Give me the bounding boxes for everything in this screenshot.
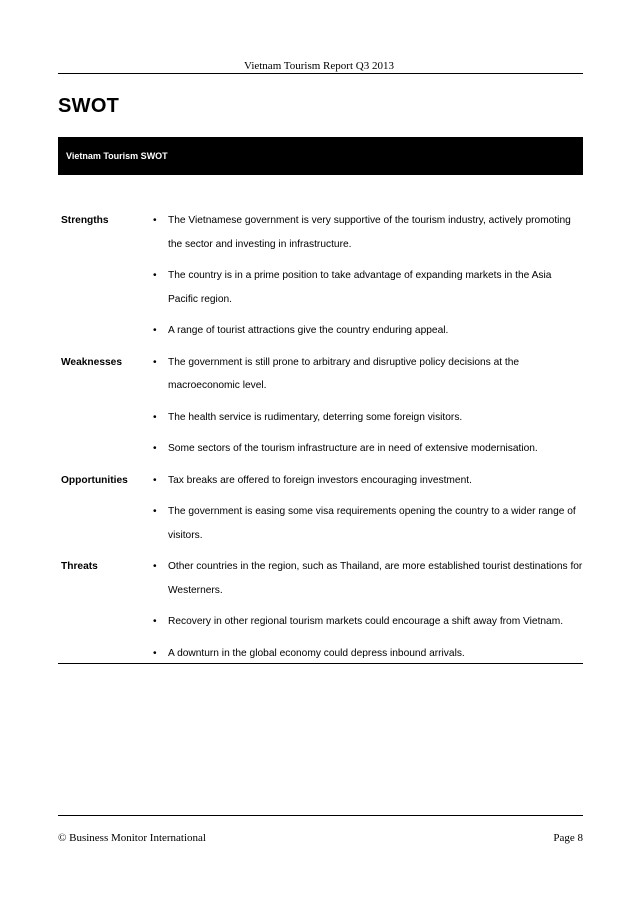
table-bottom-rule (58, 663, 583, 664)
footer-rule (58, 815, 583, 816)
list-item: • The Vietnamese government is very supportive of the tourism industry, actively promoting the sector and investing in infrastructure. (153, 209, 583, 256)
section-label-opportunities: Opportunities (61, 474, 128, 486)
bullet-icon: • (153, 443, 157, 454)
bullet-icon: • (153, 506, 157, 517)
list-item: • The government is still prone to arbitrary and disruptive policy decisions at the macroeconomic level. (153, 351, 583, 398)
bullet-icon: • (153, 647, 157, 659)
bullet-icon: • (153, 215, 157, 226)
list-item: • Recovery in other regional tourism markets could encourage a shift away from Vietnam. (153, 610, 583, 634)
section-label-weaknesses: Weaknesses (61, 356, 122, 368)
report-header: Vietnam Tourism Report Q3 2013 (244, 60, 394, 72)
swot-table (58, 209, 583, 673)
swot-banner (58, 137, 583, 175)
footer-copyright: © Business Monitor International (58, 832, 206, 844)
bullet-icon: • (153, 411, 157, 423)
swot-section-threats (58, 555, 583, 665)
swot-banner-label: Vietnam Tourism SWOT (66, 151, 168, 161)
list-item: • The government is easing some visa requirements opening the country to a wider range of visitors. (153, 500, 583, 547)
header-rule (58, 73, 583, 74)
list-item: • Tax breaks are offered to foreign investors encouraging investment. (153, 469, 583, 493)
swot-section-strengths (58, 209, 583, 343)
page-title: SWOT (58, 95, 120, 117)
list-item: • A range of tourist attractions give the country enduring appeal. (153, 319, 583, 343)
list-item: • A downturn in the global economy could depress inbound arrivals. (153, 642, 583, 666)
list-item: • The country is in a prime position to take advantage of expanding markets in the Asia Pacific region. (153, 264, 583, 311)
bullet-icon: • (153, 270, 157, 281)
bullet-icon: • (153, 356, 157, 368)
bullet-icon: • (153, 616, 157, 627)
bullet-icon: • (153, 561, 157, 572)
list-item: • Some sectors of the tourism infrastructure are in need of extensive modernisation. (153, 437, 583, 461)
section-label-strengths: Strengths (61, 215, 109, 226)
swot-section-weaknesses (58, 351, 583, 461)
section-label-threats: Threats (61, 561, 98, 572)
bullet-icon: • (153, 325, 157, 336)
swot-section-opportunities (58, 469, 583, 548)
page-number: Page 8 (553, 832, 583, 844)
list-item: • The health service is rudimentary, deterring some foreign visitors. (153, 406, 583, 430)
list-item: • Other countries in the region, such as Thailand, are more established tourist destinations for Westerners. (153, 555, 583, 602)
bullet-icon: • (153, 474, 157, 486)
